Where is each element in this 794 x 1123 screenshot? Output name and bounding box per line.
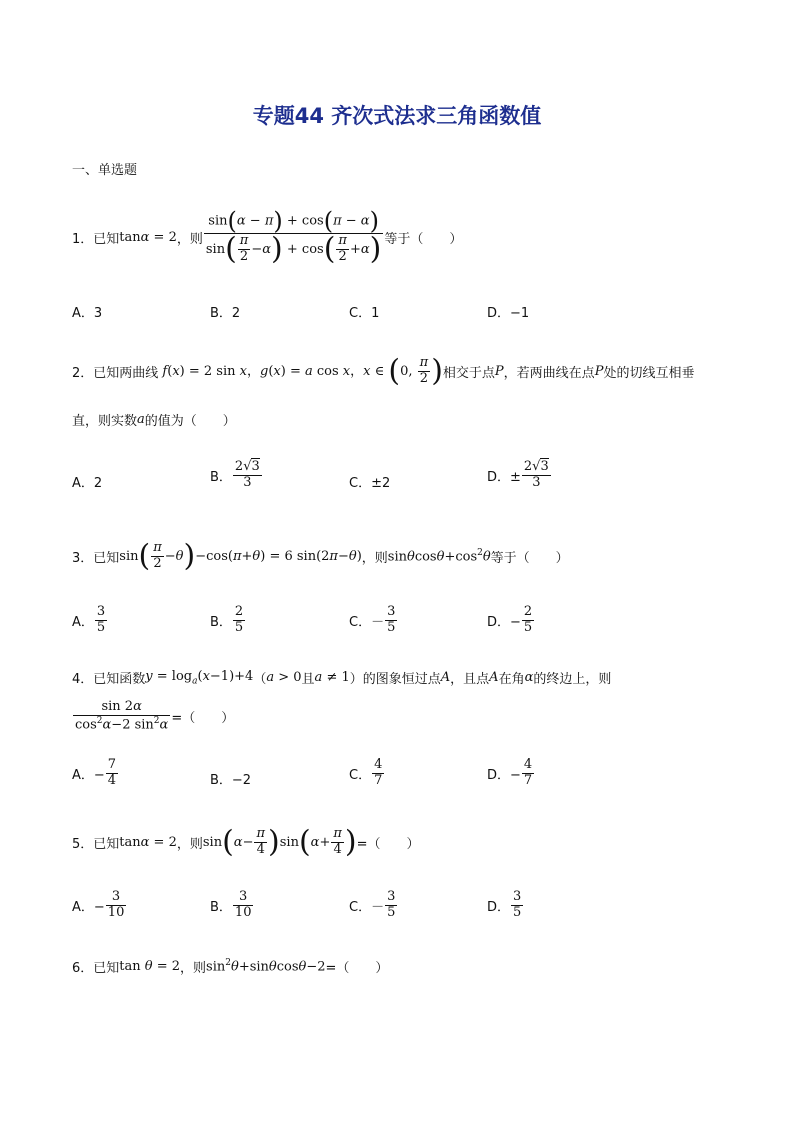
q5-lead: 5．已知 bbox=[72, 836, 120, 852]
q1-option-a[interactable]: A．3 bbox=[72, 306, 103, 321]
q5-option-a-label: A．− bbox=[72, 899, 105, 915]
q3-option-a-label: A． bbox=[72, 614, 94, 630]
q4-option-b[interactable]: B．−2 bbox=[210, 773, 252, 788]
q1-lead: 1．已知 bbox=[72, 231, 120, 247]
q4-tail: =（ ） bbox=[171, 711, 235, 727]
q5-option-c[interactable]: C．－ $\frac{3}{5}$ bbox=[349, 889, 396, 920]
q4-option-c-label: C． bbox=[349, 767, 372, 783]
q2-option-b-label: B． bbox=[210, 469, 232, 485]
q3-option-d[interactable]: D．− $\frac{2}{5}$ bbox=[487, 604, 533, 635]
q3-option-a[interactable]: A． $\frac{3}{5}$ bbox=[72, 604, 106, 635]
q6-tail: =（ ） bbox=[325, 961, 389, 976]
q4-option-a-label: A．− bbox=[72, 767, 105, 783]
q2-option-a[interactable]: A．2 bbox=[72, 476, 103, 491]
question-4-line2 bbox=[72, 700, 234, 733]
q2-point-2: P bbox=[594, 363, 604, 379]
q5-option-d-label: D． bbox=[487, 899, 511, 915]
q1-fraction: sin(α − π) + cos(π − α) sin( $\frac{\pi}{2}$ −α) + cos( $\frac{\pi}{2}$ +α) bbox=[205, 207, 382, 267]
q5-tail: =（ ） bbox=[356, 836, 420, 852]
q5-sep: ，则 bbox=[176, 836, 203, 852]
q4-point-a-2: A bbox=[489, 670, 499, 685]
q5-option-b[interactable]: B． $\frac{3}{10}$ bbox=[210, 889, 252, 920]
q6-sep: ，则 bbox=[180, 961, 207, 976]
q4-option-d[interactable]: D．− $\frac{4}{7}$ bbox=[487, 757, 533, 788]
question-2-line2 bbox=[72, 410, 236, 429]
q1-sep: ，则 bbox=[176, 231, 203, 247]
question-4: 4．已知函数 $y = \log_a(x-1)+4$ （ a > 0 且 a ≠ 1 ）的图象恒过点 A ，且点 A 在角 α 的终边上，则 bbox=[72, 668, 612, 687]
q4-m2: ，且点 bbox=[450, 672, 490, 687]
q1-option-c[interactable]: C．1 bbox=[349, 306, 380, 321]
q5-option-c-label: C．－ bbox=[349, 899, 385, 915]
q4-m4: 的终边上，则 bbox=[533, 672, 612, 687]
q2-a: a bbox=[137, 412, 145, 427]
q4-option-d-label: D．− bbox=[487, 767, 521, 783]
q1-option-d[interactable]: D．−1 bbox=[487, 306, 530, 321]
page-title: 专题44 齐次式法求三角函数值 bbox=[252, 104, 542, 128]
section-heading: 一、单选题 bbox=[72, 163, 138, 178]
q4-lead: 4．已知函数 bbox=[72, 672, 146, 687]
q2-line2b: 的值为（ ） bbox=[144, 414, 236, 429]
q5-option-b-label: B． bbox=[210, 899, 232, 915]
q4-point-a: A bbox=[440, 670, 451, 685]
q4-cond: 且 bbox=[301, 672, 315, 687]
q3-option-c-label: C．－ bbox=[349, 614, 385, 630]
question-5: 5．已知 tanα = 2 ，则 sin(α− $\frac{\pi}{4}$ )sin(α+ $\frac{\pi}{4}$ ) =（ ） bbox=[72, 824, 420, 859]
q2-option-b[interactable]: B． $\frac{2√3}{3}$ bbox=[210, 459, 260, 490]
q3-option-c[interactable]: C．－ $\frac{3}{5}$ bbox=[349, 604, 396, 635]
q2-mid: 相交于点 bbox=[442, 365, 495, 381]
q6-lead: 6．已知 bbox=[72, 961, 120, 976]
q1-option-b[interactable]: B．2 bbox=[210, 306, 241, 321]
q3-option-d-label: D．− bbox=[487, 614, 521, 630]
q4-m3: 在角 bbox=[498, 672, 525, 687]
q4-option-a[interactable]: A．− $\frac{7}{4}$ bbox=[72, 757, 117, 788]
q2-line2: 直，则实数 bbox=[72, 414, 138, 429]
q3-lead: 3．已知 bbox=[72, 550, 120, 566]
q3-option-b-label: B． bbox=[210, 614, 232, 630]
q3-mid: ，则 bbox=[361, 550, 388, 566]
q1-tail: 等于（ ） bbox=[384, 231, 463, 247]
question-6: 6．已知 tan θ = 2 ，则 $\sin^2\theta+\sin\theta\cos\theta-2$ =（ ） bbox=[72, 958, 389, 976]
question-3: 3．已知 sin( $\frac{\pi}{2}$ −θ)−cos(π+θ) = 6 sin(2π−θ) ，则 $\sin\theta\cos\theta+\cos^2\theta$ 等于（ ） bbox=[72, 538, 569, 573]
q4-fraction: $\frac{\sin 2\alpha}{\cos^2\alpha-2 \sin^2\alpha}$ bbox=[75, 699, 169, 733]
q2-option-d[interactable]: D．± $\frac{2√3}{3}$ bbox=[487, 459, 549, 490]
q3-tail: 等于（ ） bbox=[490, 550, 569, 566]
q5-option-d[interactable]: D． $\frac{3}{5}$ bbox=[487, 889, 522, 920]
q2-point: P bbox=[494, 363, 504, 379]
q2-tail2: 处的切线互相垂 bbox=[603, 365, 695, 381]
q3-option-b[interactable]: B． $\frac{2}{5}$ bbox=[210, 604, 244, 635]
q2-option-c[interactable]: C．±2 bbox=[349, 476, 391, 491]
q4-paren2: ）的图象恒过点 bbox=[349, 672, 441, 687]
q4-paren: （ bbox=[253, 672, 267, 687]
q2-lead: 2．已知两曲线 bbox=[72, 365, 159, 381]
q5-option-a[interactable]: A．− $\frac{3}{10}$ bbox=[72, 889, 125, 920]
q2-option-d-label: D．± bbox=[487, 469, 521, 485]
q2-tail: ，若两曲线在点 bbox=[503, 365, 595, 381]
question-2: 2．已知两曲线 f(x) = 2 sin x，g(x) = a cos x，x ∈ (0, $\frac{\pi}{2}$ ) 相交于点 P ，若两曲线在点 P 处的切线互相垂 bbox=[72, 353, 695, 388]
q4-option-c[interactable]: C． $\frac{4}{7}$ bbox=[349, 757, 383, 788]
question-1: 1．已知 tanα = 2 ，则 sin(α − π) + cos(π − α) sin( $\frac{\pi}{2}$ −α) + cos( $\frac{\pi}{2}$ +α) 等于（ ） bbox=[72, 207, 463, 267]
